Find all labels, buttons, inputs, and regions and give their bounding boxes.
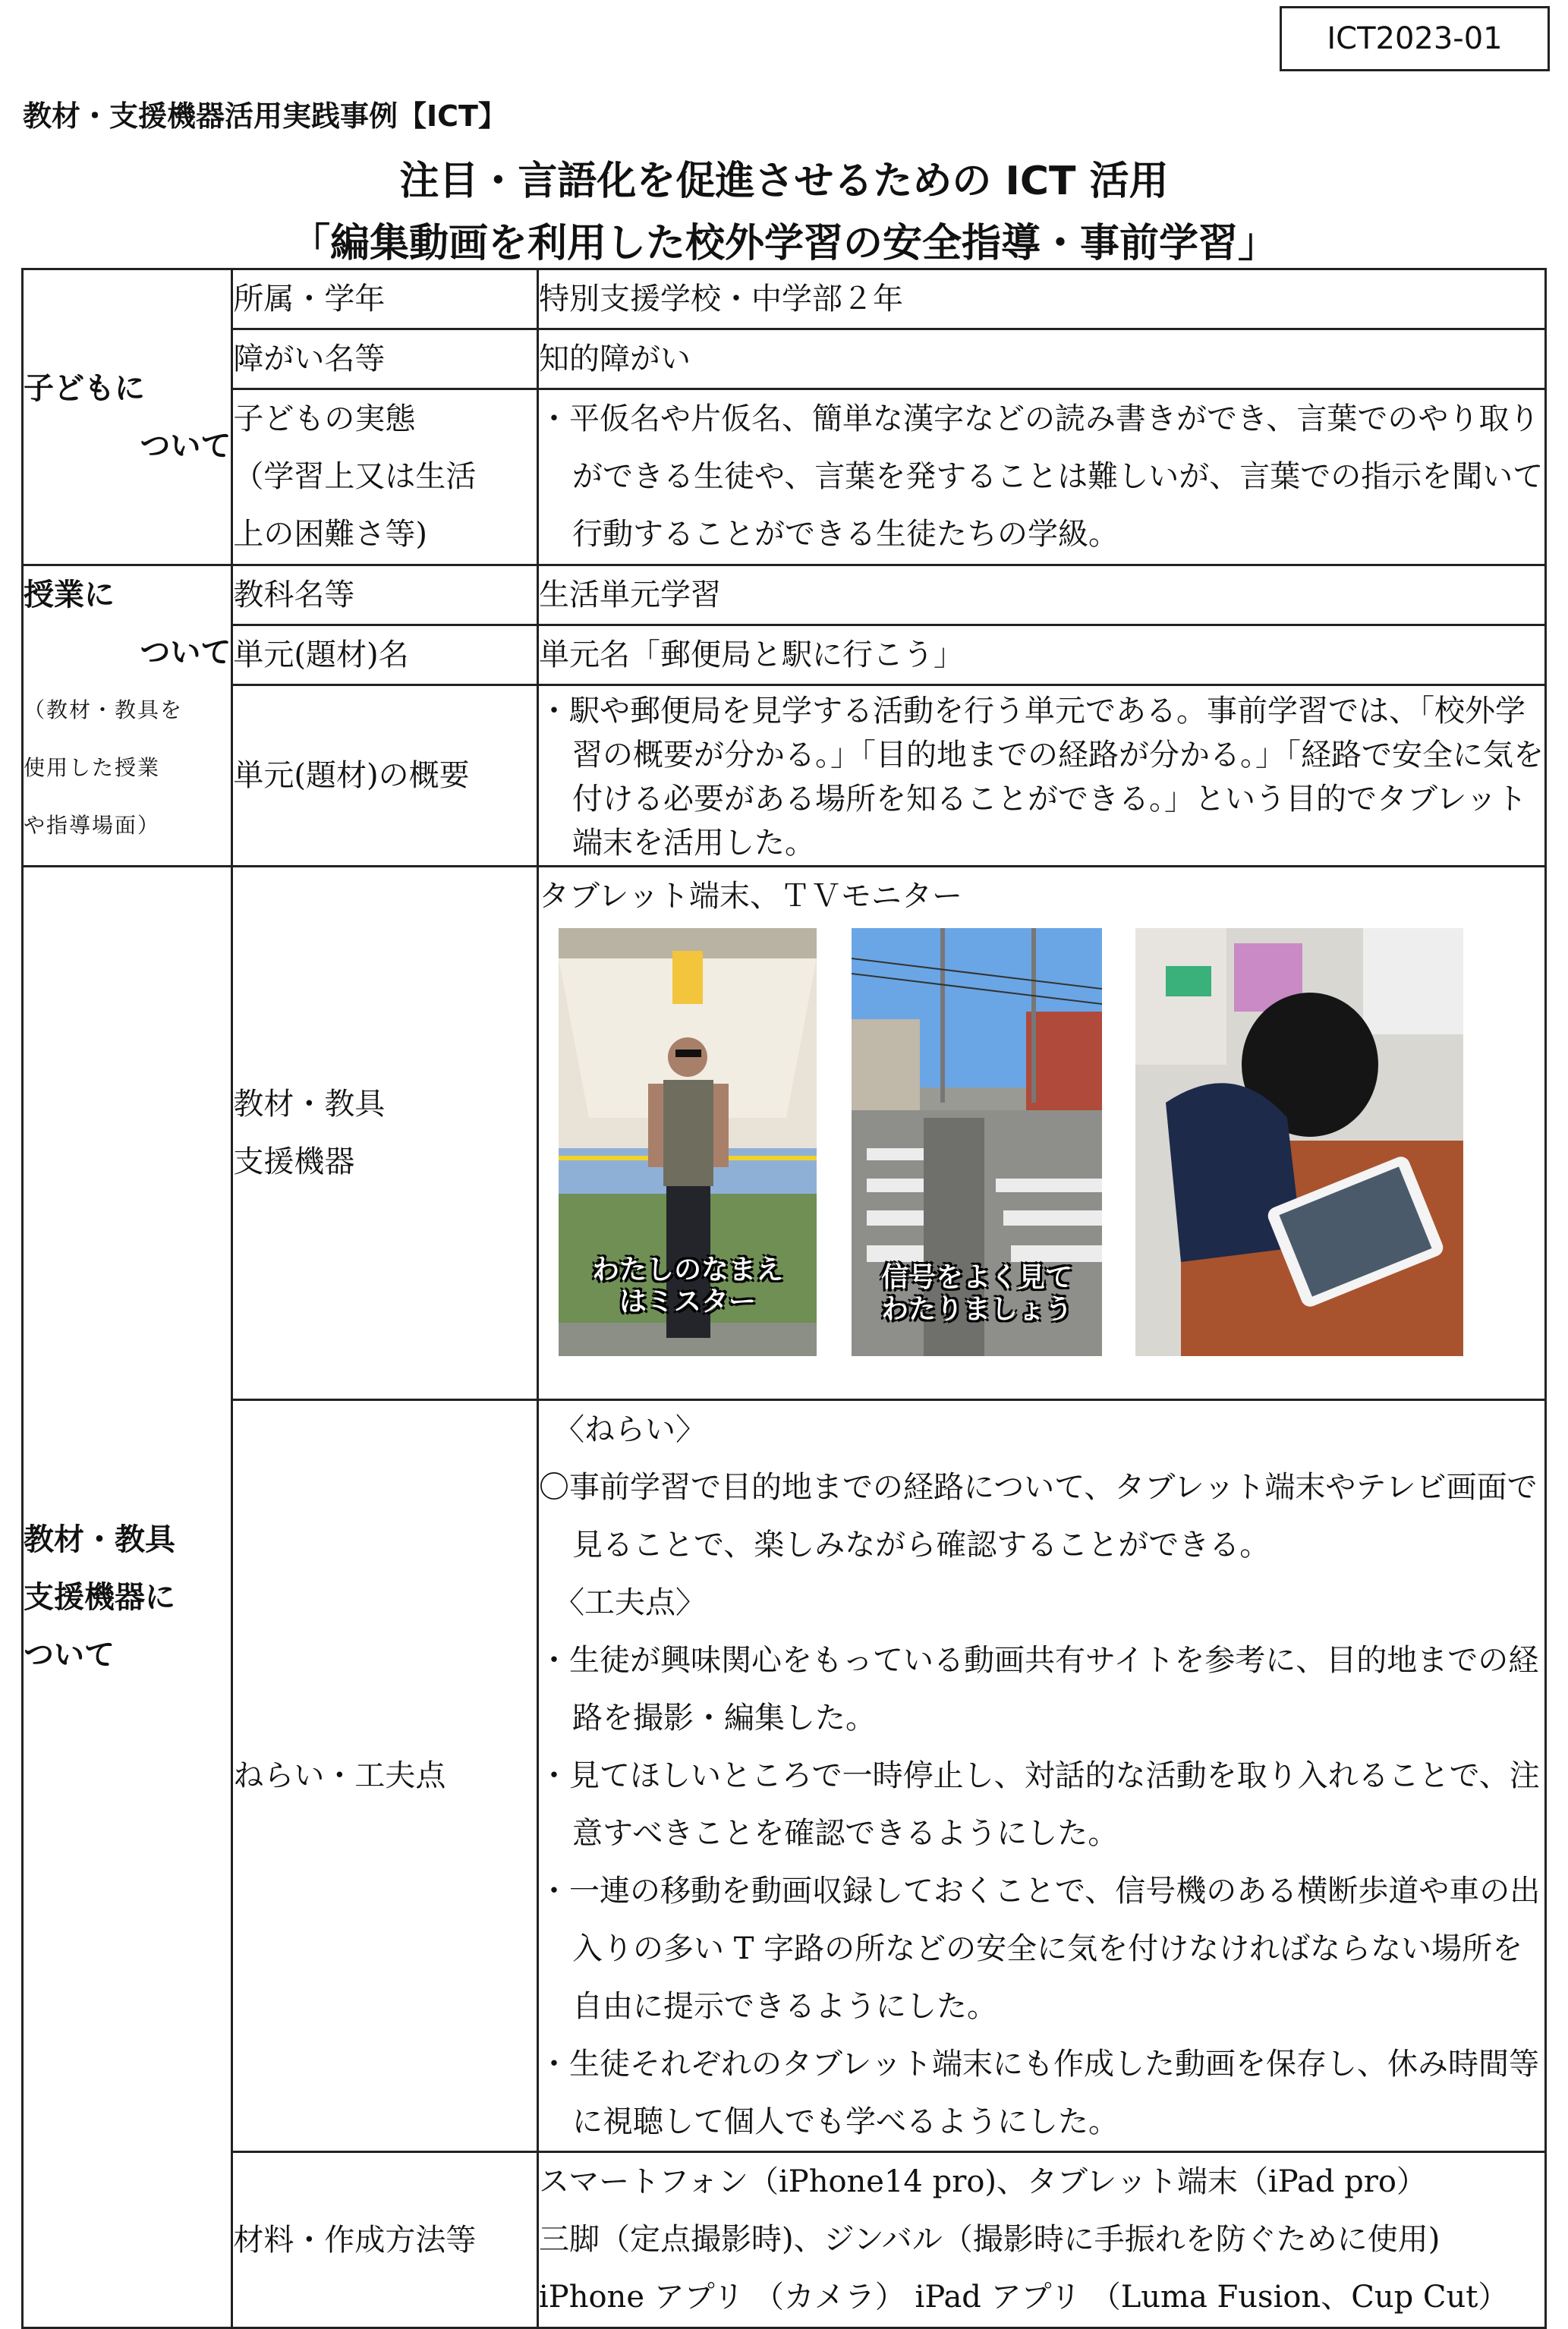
photo-crosswalk xyxy=(852,928,1102,1356)
tools-cell xyxy=(538,867,1546,1400)
aims-text: 〇事前学習で目的地までの経路について、タブレット端末やテレビ画面で見ることで、楽しみながら確認することができる。 xyxy=(539,1470,1538,1563)
idea-item: ・生徒が興味関心をもっている動画共有サイトを参考に、目的地までの経路を撮影・編集した。 xyxy=(539,1643,1539,1736)
info-table xyxy=(21,268,1547,2329)
child-label-line2: ついて xyxy=(140,428,231,464)
situation-label-3: 上の困難さ等) xyxy=(233,517,428,552)
tools-label-2: 支援機器 xyxy=(233,1144,355,1179)
method-line: 三脚（定点撮影時)、ジンバル（撮影時に手振れを防ぐために使用) xyxy=(539,2222,1440,2257)
photo2-caption xyxy=(852,1262,1102,1326)
method-line: スマートフォン（iPhone14 pro)、タブレット端末（iPad pro） xyxy=(539,2164,1427,2199)
idea-item: ・生徒それぞれのタブレット端末にも作成した動画を保存し、休み時間等に視聴して個人でも学べるようにした。 xyxy=(539,2047,1539,2139)
disability-label: 障がい名等 xyxy=(232,329,538,389)
aims-label: ねらい・工夫点 xyxy=(232,1400,538,2152)
lesson-note-2: 使用した授業 xyxy=(24,755,161,780)
lesson-label-line2: ついて xyxy=(140,635,231,670)
method-line: iPhone アプリ （カメラ） iPad アプリ （Luma Fusion、Cup Cut） xyxy=(539,2280,1509,2315)
photo-student-tablet xyxy=(1135,928,1463,1356)
tools-value: タブレット端末、ＴＶモニター xyxy=(539,879,962,914)
disability-value: 知的障がい xyxy=(538,329,1546,389)
main-title: 注目・言語化を促進させるための ICT 活用 xyxy=(399,159,1169,204)
photo-strip xyxy=(539,867,1544,1325)
situation-label-1: 子どもの実態 xyxy=(233,401,416,436)
lesson-section-label xyxy=(23,565,232,867)
child-section-label xyxy=(23,269,232,565)
materials-label-line3: ついて xyxy=(24,1637,115,1673)
aims-heading: 〈ねらい〉 xyxy=(554,1412,706,1447)
method-label: 材料・作成方法等 xyxy=(232,2152,538,2328)
unit-label: 単元(題材)名 xyxy=(232,625,538,685)
method-cell xyxy=(538,2152,1546,2328)
lesson-note-1: （教材・教具を xyxy=(24,697,184,722)
tools-label-1: 教材・教具 xyxy=(233,1087,386,1122)
photo2-caption-line1: 信号をよく見て xyxy=(880,1262,1072,1293)
situation-value: ・平仮名や片仮名、簡単な漢字などの読み書きができ、言葉でのやり取りができる生徒や、言葉を発することは難しいが、言葉での指示を聞いて行動することができる生徒たちの学級。 xyxy=(539,401,1544,552)
overview-value: ・駅や郵便局を見学する活動を行う単元である。事前学習では、「校外学習の概要が分かる。」「目的地までの経路が分かる。」「経路で安全に気を付ける必要がある場所を知ることができる。」という目的でタブレット端末を活用した。 xyxy=(539,694,1544,861)
subject-label: 教科名等 xyxy=(232,565,538,625)
aims-cell xyxy=(538,1400,1546,2152)
overview-label: 単元(題材)の概要 xyxy=(232,685,538,867)
sub-title: 「編集動画を利用した校外学習の安全指導・事前学習」 xyxy=(290,221,1277,266)
document-id: ICT2023-01 xyxy=(1327,21,1503,56)
tools-label xyxy=(232,867,538,1400)
affiliation-value: 特別支援学校・中学部２年 xyxy=(538,269,1546,329)
photo1-caption-line1: わたしのなまえ xyxy=(591,1254,783,1286)
child-label-line1: 子どもに xyxy=(24,370,145,406)
photo1-caption xyxy=(559,1254,817,1318)
category-heading: 教材・支援機器活用実践事例【ICT】 xyxy=(23,99,507,133)
ideas-heading: 〈工夫点〉 xyxy=(554,1585,706,1620)
idea-item: ・見てほしいところで一時停止し、対話的な活動を取り入れることで、注意すべきことを確認できるようにした。 xyxy=(539,1758,1540,1851)
lesson-note-3: や指導場面） xyxy=(24,813,161,838)
materials-section-label xyxy=(23,867,232,2328)
idea-item: ・一連の移動を動画収録しておくことで、信号機のある横断歩道や車の出入りの多い T 字路の所などの安全に気を付けなければならない場所を自由に提示できるようにした。 xyxy=(539,1874,1541,2024)
materials-label-line2: 支援機器に xyxy=(24,1579,175,1615)
affiliation-label: 所属・学年 xyxy=(232,269,538,329)
situation-label xyxy=(232,389,538,565)
document-id-box xyxy=(1280,6,1550,71)
situation-label-2: （学習上又は生活 xyxy=(233,459,477,494)
photo1-caption-line2: はミスター xyxy=(619,1286,756,1317)
photo2-caption-line2: わたりましょう xyxy=(880,1294,1072,1325)
unit-value: 単元名「郵便局と駅に行こう」 xyxy=(538,625,1546,685)
photo-person-standing xyxy=(559,928,817,1356)
materials-label-line1: 教材・教具 xyxy=(24,1522,175,1557)
subject-value: 生活単元学習 xyxy=(538,565,1546,625)
lesson-label-line1: 授業に xyxy=(24,578,115,612)
